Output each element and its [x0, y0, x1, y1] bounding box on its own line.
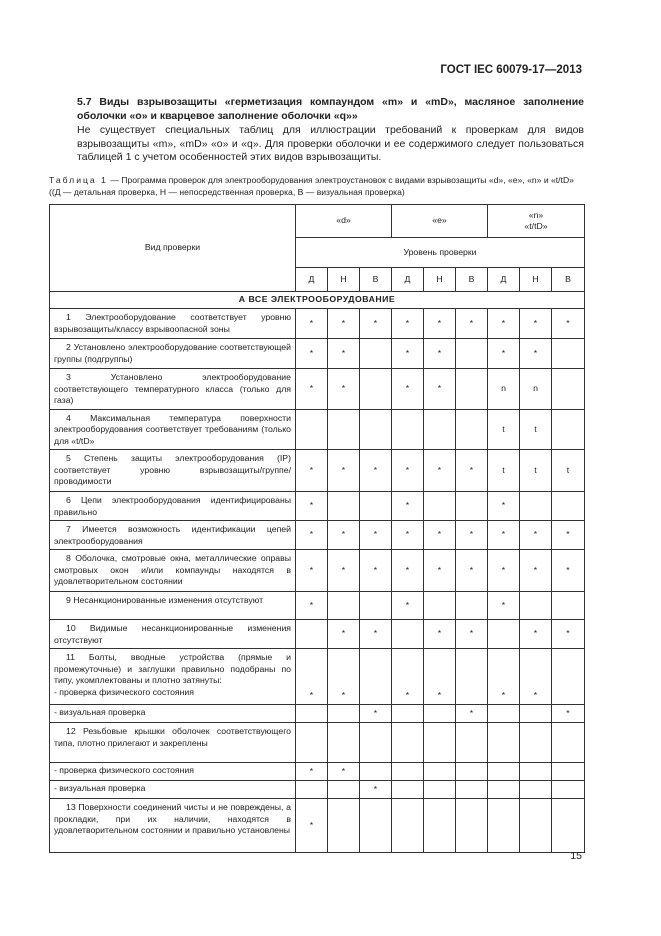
- header-level: Уровень проверки: [296, 238, 585, 268]
- check-mark-cell: *: [296, 450, 328, 492]
- check-mark-cell: [296, 620, 328, 649]
- check-mark-cell: [360, 723, 392, 763]
- check-mark-cell: *: [488, 309, 520, 339]
- check-mark-cell: [552, 369, 585, 410]
- page-number: 15: [570, 850, 582, 862]
- row-description: [50, 492, 296, 521]
- check-mark-cell: *: [392, 592, 424, 620]
- check-mark-cell: [360, 592, 392, 620]
- check-mark-cell: [488, 620, 520, 649]
- check-mark-cell: [360, 409, 392, 450]
- table-row: [50, 649, 585, 705]
- check-mark-cell: n: [520, 369, 552, 410]
- check-mark-cell: *: [552, 620, 585, 649]
- column-level-header: В: [456, 268, 488, 292]
- check-mark-cell: *: [488, 339, 520, 369]
- row-description: [50, 649, 296, 705]
- check-mark-cell: *: [392, 521, 424, 550]
- check-mark-cell: [488, 763, 520, 781]
- column-level-header: Н: [328, 268, 360, 292]
- check-mark-cell: [360, 369, 392, 410]
- check-mark-cell: *: [296, 492, 328, 521]
- check-mark-cell: *: [360, 309, 392, 339]
- check-mark-cell: *: [456, 550, 488, 592]
- check-mark-cell: [552, 649, 585, 705]
- check-mark-cell: [424, 592, 456, 620]
- check-mark-cell: *: [296, 763, 328, 781]
- check-mark-cell: *: [296, 649, 328, 705]
- table-row: [50, 620, 585, 649]
- check-mark-cell: *: [424, 369, 456, 410]
- column-level-header: В: [552, 268, 585, 292]
- check-mark-cell: [424, 409, 456, 450]
- check-mark-cell: *: [488, 550, 520, 592]
- check-mark-cell: *: [424, 550, 456, 592]
- check-mark-cell: t: [520, 409, 552, 450]
- table-row: [50, 492, 585, 521]
- check-mark-cell: *: [328, 763, 360, 781]
- column-level-header: Д: [392, 268, 424, 292]
- row-text: 1 Электрооборудование соответствует уровню взрывозащиты/классу взрывоопасной зоны: [54, 312, 291, 334]
- check-mark-cell: *: [456, 450, 488, 492]
- check-mark-cell: [520, 592, 552, 620]
- check-mark-cell: *: [488, 521, 520, 550]
- section-title: 5.7 Виды взрывозащиты «герметизация компаундом «m» и «mD», масляное заполнение оболочки «о» и кварцевое заполнение оболочки «q»»: [77, 96, 584, 122]
- table-row: [50, 723, 585, 763]
- check-mark-cell: [296, 409, 328, 450]
- table-row: [50, 705, 585, 723]
- check-mark-cell: *: [328, 339, 360, 369]
- row-text: 2 Установлено электрооборудование соответствующей группы (подгруппы): [54, 342, 291, 364]
- row-text: 9 Несанкционированные изменения отсутствуют: [66, 595, 264, 605]
- row-description: [50, 409, 296, 450]
- check-mark-cell: [360, 339, 392, 369]
- header-group-e: «е»: [392, 205, 488, 238]
- table-row: [50, 550, 585, 592]
- check-mark-cell: [328, 781, 360, 799]
- row-description: [50, 799, 296, 853]
- table-row: [50, 521, 585, 550]
- row-text: 5 Степень защиты электрооборудования (IP) соответствует уровню взрывозащиты/группе/проводимости: [54, 453, 291, 486]
- check-mark-cell: [360, 799, 392, 853]
- check-mark-cell: [456, 492, 488, 521]
- check-mark-cell: *: [552, 705, 585, 723]
- check-mark-cell: [328, 592, 360, 620]
- table-row: [50, 592, 585, 620]
- check-mark-cell: [456, 592, 488, 620]
- check-mark-cell: [392, 723, 424, 763]
- check-mark-cell: [488, 781, 520, 799]
- check-mark-cell: [488, 799, 520, 853]
- check-mark-cell: [552, 492, 585, 521]
- check-mark-cell: *: [328, 309, 360, 339]
- check-mark-cell: *: [296, 339, 328, 369]
- check-mark-cell: *: [520, 620, 552, 649]
- check-mark-cell: *: [328, 369, 360, 410]
- check-mark-cell: *: [552, 521, 585, 550]
- column-level-header: В: [360, 268, 392, 292]
- row-text: - визуальная проверка: [54, 707, 146, 718]
- section-text: Не существует специальных таблиц для иллюстрации требований к проверкам для видов взрывозащиты «m», «mD» «о» и «q». Для проверки оболочки и ее содержимого следует пользоваться таблицей 1 с учетом особенностей этих видов взрывозащиты.: [77, 124, 584, 164]
- check-mark-cell: *: [456, 705, 488, 723]
- check-mark-cell: t: [552, 450, 585, 492]
- check-mark-cell: *: [360, 705, 392, 723]
- check-mark-cell: [456, 409, 488, 450]
- check-mark-cell: [456, 649, 488, 705]
- row-text: - визуальная проверка: [54, 783, 146, 794]
- check-mark-cell: *: [456, 309, 488, 339]
- check-mark-cell: *: [296, 309, 328, 339]
- table-row: [50, 781, 585, 799]
- check-mark-cell: *: [520, 309, 552, 339]
- row-description: [50, 592, 296, 620]
- row-text: 13 Поверхности соединений чисты и не повреждены, а прокладки, при их наличии, находятся в удовлетворительном состоянии и правильно установлены: [54, 802, 291, 835]
- row-text: 11 Болты, вводные устройства (прямые и промежуточные) и заглушки правильно подобраны по типу, укомплектованы и плотно затянуты:: [54, 652, 291, 685]
- row-text: 3 Установлено электрооборудование соответствующего температурного класса (только для газа): [54, 372, 291, 405]
- check-mark-cell: [552, 592, 585, 620]
- check-mark-cell: [328, 492, 360, 521]
- check-mark-cell: [552, 723, 585, 763]
- check-mark-cell: *: [328, 620, 360, 649]
- check-mark-cell: *: [488, 649, 520, 705]
- column-level-header: Д: [488, 268, 520, 292]
- check-mark-cell: *: [520, 550, 552, 592]
- check-mark-cell: [520, 492, 552, 521]
- check-mark-cell: [456, 369, 488, 410]
- check-mark-cell: [424, 781, 456, 799]
- check-mark-cell: *: [424, 620, 456, 649]
- check-mark-cell: [424, 723, 456, 763]
- row-text: 10 Видимые несанкционированные изменения отсутствуют: [54, 623, 291, 645]
- check-mark-cell: [456, 723, 488, 763]
- table-row: [50, 799, 585, 853]
- row-description: [50, 339, 296, 369]
- check-mark-cell: *: [552, 309, 585, 339]
- check-mark-cell: *: [296, 799, 328, 853]
- check-mark-cell: *: [328, 450, 360, 492]
- check-mark-cell: [456, 799, 488, 853]
- row-text: 12 Резьбовые крышки оболочек соответствующего типа, плотно прилегают и закреплены: [54, 726, 291, 748]
- check-mark-cell: [392, 781, 424, 799]
- table-row: [50, 763, 585, 781]
- check-mark-cell: [488, 705, 520, 723]
- check-mark-cell: *: [296, 369, 328, 410]
- check-mark-cell: [488, 723, 520, 763]
- check-mark-cell: [328, 705, 360, 723]
- check-mark-cell: *: [424, 450, 456, 492]
- check-mark-cell: *: [520, 649, 552, 705]
- row-text: 7 Имеется возможность идентификации цепей электрооборудования: [54, 524, 291, 546]
- check-mark-cell: *: [392, 309, 424, 339]
- check-mark-cell: *: [456, 521, 488, 550]
- check-mark-cell: [392, 799, 424, 853]
- check-mark-cell: [360, 649, 392, 705]
- check-mark-cell: *: [392, 339, 424, 369]
- check-mark-cell: [456, 781, 488, 799]
- row-text: 4 Максимальная температура поверхности электрооборудования соответствует требованиям (только для «t/tD»: [54, 412, 291, 446]
- check-mark-cell: *: [392, 369, 424, 410]
- table-row: [50, 309, 585, 339]
- row-text: 6 Цепи электрооборудования идентифицированы правильно: [54, 495, 291, 517]
- row-text: - проверка физического состояния: [54, 765, 194, 776]
- check-mark-cell: [296, 723, 328, 763]
- table-row: [50, 339, 585, 369]
- column-level-header: Д: [296, 268, 328, 292]
- check-mark-cell: [520, 705, 552, 723]
- check-mark-cell: *: [552, 550, 585, 592]
- check-mark-cell: *: [424, 521, 456, 550]
- check-mark-cell: [552, 781, 585, 799]
- table-row: [50, 369, 585, 410]
- table-caption: [49, 174, 584, 198]
- check-mark-cell: [424, 799, 456, 853]
- check-mark-cell: [456, 339, 488, 369]
- check-mark-cell: [456, 763, 488, 781]
- check-mark-cell: *: [392, 450, 424, 492]
- row-description: [50, 723, 296, 763]
- check-mark-cell: [552, 409, 585, 450]
- check-mark-cell: t: [520, 450, 552, 492]
- check-mark-cell: *: [392, 649, 424, 705]
- check-mark-cell: [296, 781, 328, 799]
- row-description: [50, 620, 296, 649]
- check-mark-cell: [360, 763, 392, 781]
- check-mark-cell: [392, 620, 424, 649]
- check-mark-cell: [552, 799, 585, 853]
- column-level-header: Н: [520, 268, 552, 292]
- check-mark-cell: *: [424, 309, 456, 339]
- check-mark-cell: *: [424, 649, 456, 705]
- row-description: [50, 450, 296, 492]
- check-mark-cell: *: [360, 521, 392, 550]
- table-caption-text: — Программа проверок для электрооборудования электроустановок с видами взрывозащиты «d», «е», «n» и «t/tD» ((Д — детальная проверка, Н — непосредственная проверка, В — визуальная проверка): [49, 175, 574, 197]
- row-description: [50, 369, 296, 410]
- check-mark-cell: *: [392, 492, 424, 521]
- check-mark-cell: *: [360, 450, 392, 492]
- check-mark-cell: [424, 763, 456, 781]
- row-description: [50, 763, 296, 781]
- row-description: [50, 521, 296, 550]
- check-mark-cell: [328, 799, 360, 853]
- check-mark-cell: [392, 763, 424, 781]
- check-mark-cell: *: [520, 339, 552, 369]
- check-mark-cell: t: [488, 450, 520, 492]
- row-description: [50, 705, 296, 723]
- row-description: [50, 781, 296, 799]
- check-mark-cell: t: [488, 409, 520, 450]
- check-mark-cell: *: [424, 339, 456, 369]
- row-text: 8 Оболочка, смотровые окна, металлические оправы смотровых окон и/или компаунды находятся в удовлетворительном состоянии: [54, 553, 291, 586]
- header-group-n: [488, 205, 585, 238]
- check-mark-cell: n: [488, 369, 520, 410]
- header-group-d: «d»: [296, 205, 392, 238]
- row-description: [50, 309, 296, 339]
- check-mark-cell: [520, 723, 552, 763]
- check-mark-cell: *: [488, 592, 520, 620]
- check-mark-cell: [424, 705, 456, 723]
- check-mark-cell: [424, 492, 456, 521]
- check-mark-cell: [520, 781, 552, 799]
- check-mark-cell: [328, 409, 360, 450]
- check-mark-cell: *: [296, 521, 328, 550]
- check-mark-cell: *: [296, 592, 328, 620]
- check-mark-cell: *: [328, 649, 360, 705]
- table-row: [50, 450, 585, 492]
- check-mark-cell: *: [296, 550, 328, 592]
- document-id: ГОСТ IEC 60079-17—2013: [440, 64, 582, 76]
- check-mark-cell: *: [520, 521, 552, 550]
- check-mark-cell: *: [360, 781, 392, 799]
- check-mark-cell: *: [328, 550, 360, 592]
- check-mark-cell: [552, 763, 585, 781]
- header-check-type: Вид проверки: [50, 205, 296, 292]
- check-mark-cell: *: [328, 521, 360, 550]
- row-description: [50, 550, 296, 592]
- check-mark-cell: [392, 409, 424, 450]
- row-subtext: - проверка физического состояния: [54, 686, 194, 697]
- check-mark-cell: [296, 705, 328, 723]
- section-a-heading: А ВСЕ ЭЛЕКТРООБОРУДОВАНИЕ: [50, 292, 585, 309]
- check-mark-cell: [520, 799, 552, 853]
- check-mark-cell: [552, 339, 585, 369]
- check-mark-cell: [392, 705, 424, 723]
- inspection-table: [49, 204, 585, 853]
- check-mark-cell: [360, 492, 392, 521]
- table-row: [50, 409, 585, 450]
- check-mark-cell: [520, 763, 552, 781]
- header-group-n-label: «n»: [528, 209, 544, 220]
- check-mark-cell: *: [456, 620, 488, 649]
- header-group-ttd-label: «t/tD»: [524, 221, 548, 231]
- check-mark-cell: *: [488, 492, 520, 521]
- check-mark-cell: *: [360, 550, 392, 592]
- check-mark-cell: *: [360, 620, 392, 649]
- column-level-header: Н: [424, 268, 456, 292]
- check-mark-cell: *: [392, 550, 424, 592]
- table-caption-label: Таблица 1: [49, 175, 108, 185]
- check-mark-cell: [328, 723, 360, 763]
